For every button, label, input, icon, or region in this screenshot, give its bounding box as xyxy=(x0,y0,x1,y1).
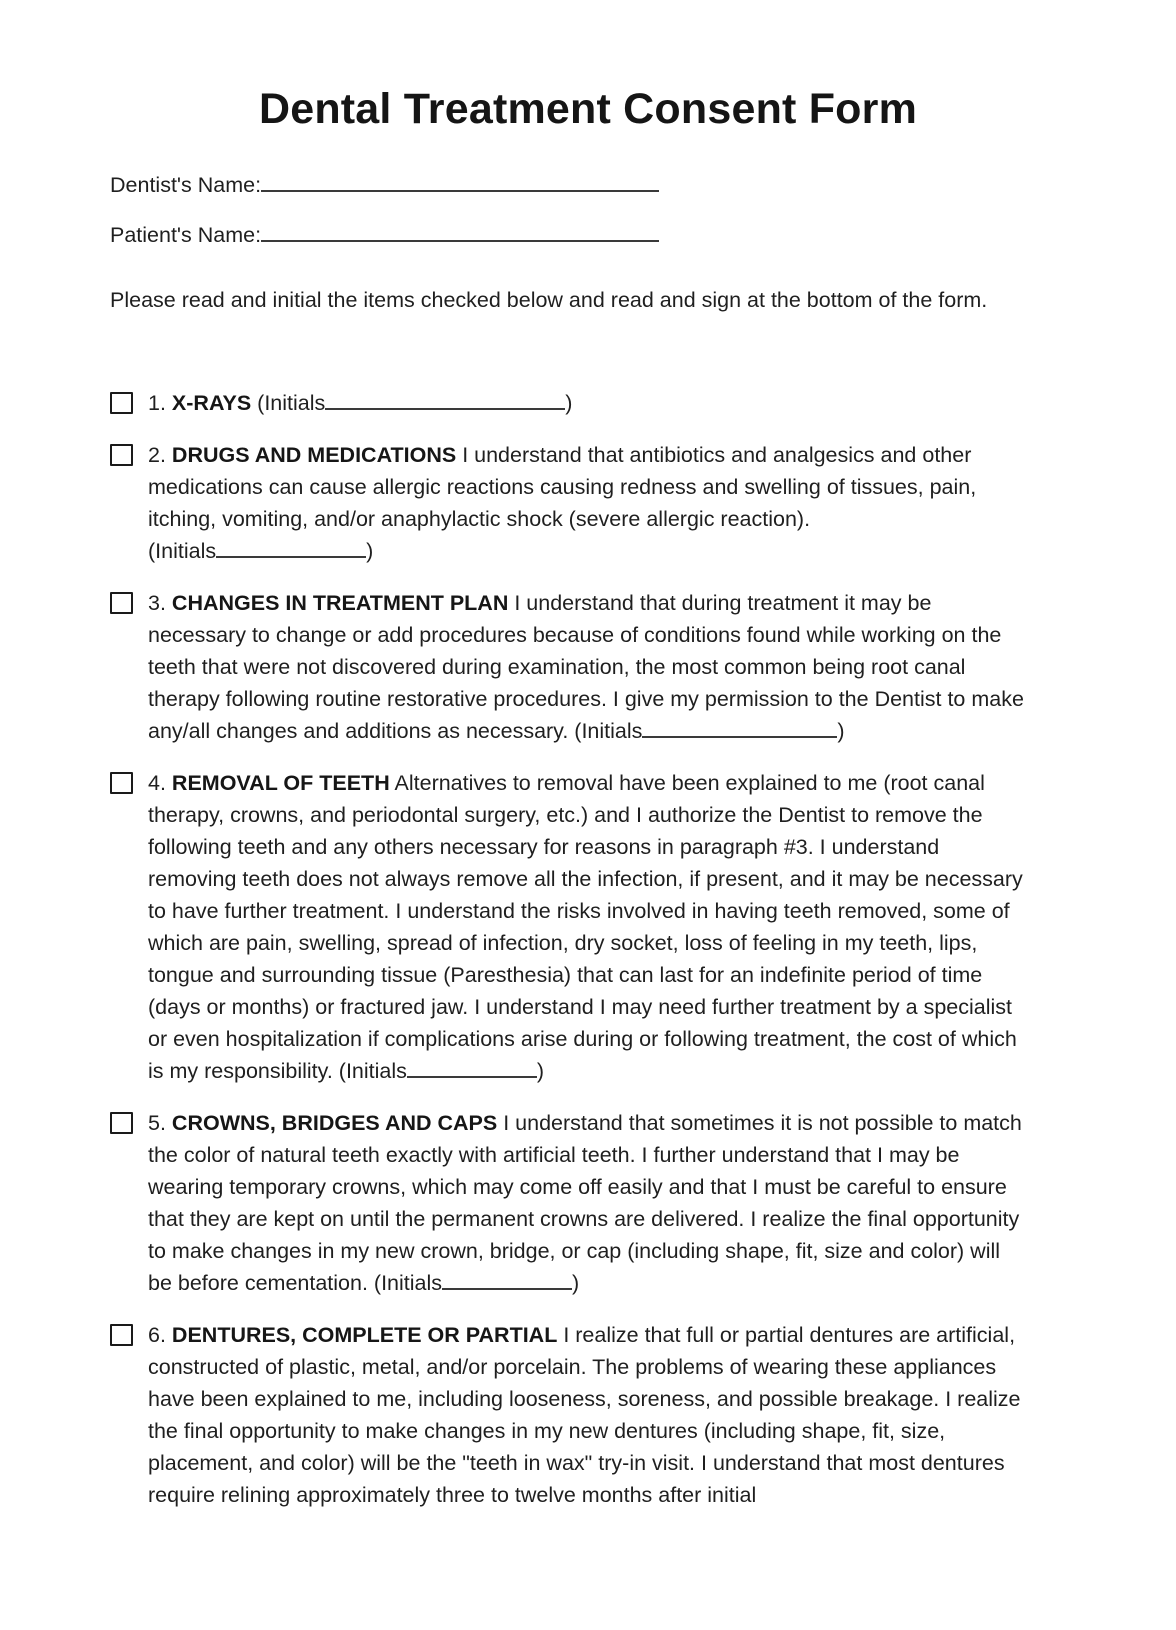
instruction-text: Please read and initial the items checked below and read and sign at the bottom of the form. xyxy=(110,288,988,313)
item-1-text xyxy=(148,387,1024,419)
item-2-text xyxy=(148,439,1024,567)
item-5-body: I understand that sometimes it is not possible to match the color of natural teeth exactly with artificial teeth. I further understand that I may be wearing temporary crowns, which may come off easily and that I must be careful to ensure that they are kept on until the permanent crowns are delivered. I realize the final opportunity to make changes in my new crown, bridge, or cap (including shape, fit, size and color) will be before cementation. xyxy=(148,1111,1022,1296)
page-title: Dental Treatment Consent Form xyxy=(258,85,918,133)
item-1-initials-blank[interactable] xyxy=(325,388,565,410)
item-3-number: 3. xyxy=(148,591,166,616)
consent-item-2 xyxy=(110,439,1086,567)
item-3-body: I understand that during treatment it may be necessary to change or add procedures because of conditions found while working on the teeth that were not discovered during examination, the most common being root canal therapy following routine restorative procedures. I give my permission to the Dentist to make any/all changes and additions as necessary. xyxy=(148,591,1024,744)
form-content xyxy=(0,169,1176,1511)
item-5-initials-close: ) xyxy=(572,1271,580,1296)
item-6-checkbox[interactable] xyxy=(110,1324,133,1346)
dentist-name-input-line[interactable] xyxy=(261,169,659,192)
item-4-initials-open: (Initials xyxy=(338,1059,407,1084)
item-1-heading: X-RAYS xyxy=(171,391,252,416)
item-2-initials-close: ) xyxy=(366,539,374,564)
item-1-checkbox-col xyxy=(110,387,148,414)
item-3-checkbox-col xyxy=(110,587,148,614)
item-4-number: 4. xyxy=(148,771,166,796)
item-3-checkbox[interactable] xyxy=(110,592,133,614)
item-5-text xyxy=(148,1107,1024,1299)
item-6-heading: DENTURES, COMPLETE OR PARTIAL xyxy=(171,1323,558,1348)
item-2-body: I understand that antibiotics and analgesics and other medications can cause allergic reactions causing redness and swelling of tissues, pain, itching, vomiting, and/or anaphylactic shock (severe allergic reaction). xyxy=(148,443,977,532)
item-2-number: 2. xyxy=(148,443,166,468)
item-4-body: Alternatives to removal have been explained to me (root canal therapy, crowns, and periodontal surgery, etc.) and I authorize the Dentist to remove the following teeth and any others necessary for reasons in paragraph #3. I understand removing teeth does not always remove all the infection, if present, and it may be necessary to have further treatment. I understand the risks involved in having teeth removed, some of which are pain, swelling, spread of infection, dry socket, loss of feeling in my teeth, lips, tongue and surrounding tissue (Paresthesia) that can last for an indefinite period of time (days or months) or fractured jaw. I understand I may need further treatment by a specialist or even hospitalization if complications arise during or following treatment, the cost of which is my responsibility. xyxy=(148,771,1023,1084)
consent-item-1 xyxy=(110,387,1086,419)
item-6-checkbox-col xyxy=(110,1319,148,1346)
item-1-number: 1. xyxy=(148,391,166,416)
consent-item-4 xyxy=(110,767,1086,1087)
item-4-checkbox[interactable] xyxy=(110,772,133,794)
item-6-number: 6. xyxy=(148,1323,166,1348)
item-1-initials xyxy=(257,391,572,415)
item-4-checkbox-col xyxy=(110,767,148,794)
item-2-checkbox[interactable] xyxy=(110,444,133,466)
item-3-initials-blank[interactable] xyxy=(642,716,837,738)
item-3-heading: CHANGES IN TREATMENT PLAN xyxy=(171,591,509,616)
item-5-checkbox-col xyxy=(110,1107,148,1134)
patient-name-row xyxy=(110,219,1086,248)
item-3-initials xyxy=(574,719,844,743)
item-5-initials-blank[interactable] xyxy=(442,1268,572,1290)
item-5-initials xyxy=(374,1271,579,1295)
item-4-heading: REMOVAL OF TEETH xyxy=(171,771,390,796)
item-1-initials-open: (Initials xyxy=(257,391,326,416)
item-5-heading: CROWNS, BRIDGES AND CAPS xyxy=(171,1111,498,1136)
consent-item-5 xyxy=(110,1107,1086,1299)
item-2-initials xyxy=(148,535,1024,567)
consent-item-6 xyxy=(110,1319,1086,1511)
item-3-text xyxy=(148,587,1024,747)
item-3-initials-close: ) xyxy=(837,719,845,744)
item-5-checkbox[interactable] xyxy=(110,1112,133,1134)
item-6-text xyxy=(148,1319,1024,1511)
patient-name-input-line[interactable] xyxy=(261,219,659,242)
item-2-checkbox-col xyxy=(110,439,148,466)
item-2-initials-blank[interactable] xyxy=(216,536,366,558)
item-4-initials-close: ) xyxy=(536,1059,545,1084)
item-4-initials xyxy=(339,1059,544,1083)
item-4-initials-blank[interactable] xyxy=(407,1056,537,1078)
item-1-initials-close: ) xyxy=(565,391,573,416)
item-4-text xyxy=(148,767,1024,1087)
item-2-initials-open: (Initials xyxy=(148,539,217,564)
dentist-name-row xyxy=(110,169,1086,198)
item-3-initials-open: (Initials xyxy=(574,719,643,744)
patient-name-label: Patient's Name: xyxy=(110,223,262,248)
item-1-checkbox[interactable] xyxy=(110,392,133,414)
dentist-name-label: Dentist's Name: xyxy=(110,173,262,198)
item-5-number: 5. xyxy=(148,1111,166,1136)
item-6-body: I realize that full or partial dentures are artificial, constructed of plastic, metal, and/or porcelain. The problems of wearing these appliances have been explained to me, including looseness, soreness, and possible breakage. I realize the final opportunity to make changes in my new dentures (including shape, fit, size, placement, and color) will be the "teeth in wax" try-in visit. I understand that most dentures require relining approximately three to twelve months after initial xyxy=(148,1323,1021,1508)
item-2-heading: DRUGS AND MEDICATIONS xyxy=(171,443,457,468)
item-5-initials-open: (Initials xyxy=(373,1271,443,1296)
consent-item-3 xyxy=(110,587,1086,747)
